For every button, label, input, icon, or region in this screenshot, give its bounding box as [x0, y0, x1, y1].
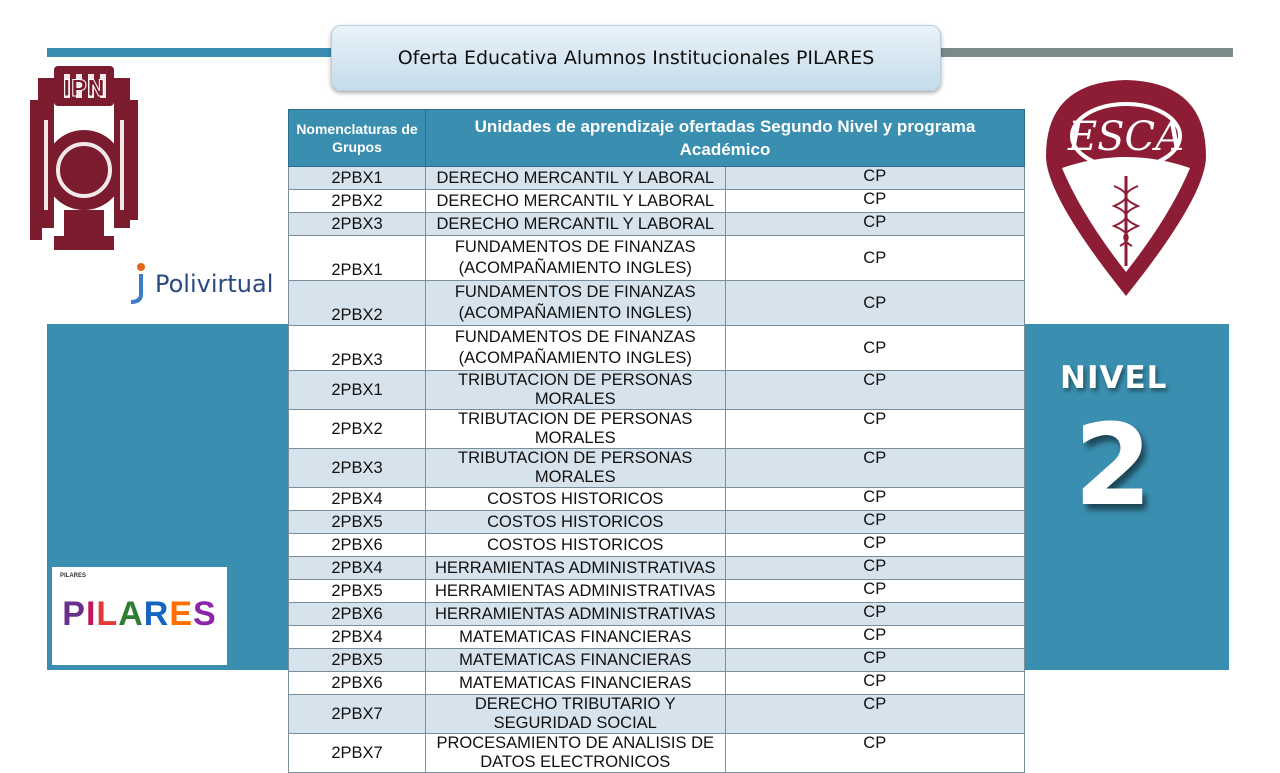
group-cell: 2PBX3	[289, 326, 426, 371]
program-cell: CP	[725, 695, 1025, 734]
group-cell: 2PBX4	[289, 626, 426, 649]
table-row	[289, 167, 1025, 190]
subject-cell: MATEMATICAS FINANCIERAS	[426, 672, 726, 695]
program-cell: CP	[725, 488, 1025, 511]
subject-cell: HERRAMIENTAS ADMINISTRATIVAS	[426, 580, 726, 603]
group-cell: 2PBX5	[289, 511, 426, 534]
nivel-number: 2	[1074, 401, 1152, 531]
table-row	[289, 449, 1025, 488]
program-cell: CP	[725, 281, 1025, 326]
table-row	[289, 603, 1025, 626]
esca-logo	[1040, 76, 1212, 298]
table-row	[289, 371, 1025, 410]
program-cell: CP	[725, 626, 1025, 649]
polivirtual-icon	[127, 262, 151, 306]
program-cell: CP	[725, 534, 1025, 557]
program-cell: CP	[725, 213, 1025, 236]
program-cell: CP	[725, 557, 1025, 580]
group-cell: 2PBX1	[289, 167, 426, 190]
program-cell: CP	[725, 326, 1025, 371]
page-title: Oferta Educativa Alumnos Institucionales PILARES	[397, 47, 875, 69]
group-cell: 2PBX4	[289, 557, 426, 580]
table-row	[289, 213, 1025, 236]
program-cell: CP	[725, 236, 1025, 281]
pilares-letter: P	[62, 595, 86, 633]
program-cell: CP	[725, 734, 1025, 773]
pilares-letter: L	[96, 595, 119, 633]
subject-cell: HERRAMIENTAS ADMINISTRATIVAS	[426, 557, 726, 580]
program-cell: CP	[725, 580, 1025, 603]
header-bar-right	[935, 48, 1233, 57]
subject-cell: TRIBUTACION DE PERSONAS MORALES	[426, 410, 726, 449]
table-row	[289, 557, 1025, 580]
table-row	[289, 734, 1025, 773]
subject-cell: DERECHO MERCANTIL Y LABORAL	[426, 213, 726, 236]
pilares-letter: S	[193, 595, 217, 633]
pilares-logo-card	[52, 567, 227, 665]
pilares-logo-text	[52, 595, 227, 634]
program-cell: CP	[725, 410, 1025, 449]
table-row	[289, 236, 1025, 281]
table-row	[289, 626, 1025, 649]
table-row	[289, 695, 1025, 734]
subject-cell: TRIBUTACION DE PERSONAS MORALES	[426, 449, 726, 488]
group-cell: 2PBX5	[289, 649, 426, 672]
group-cell: 2PBX5	[289, 580, 426, 603]
subject-cell: MATEMATICAS FINANCIERAS	[426, 626, 726, 649]
program-cell: CP	[725, 649, 1025, 672]
group-cell: 2PBX1	[289, 236, 426, 281]
pilares-letter: R	[143, 595, 170, 633]
group-cell: 2PBX6	[289, 603, 426, 626]
group-cell: 2PBX7	[289, 695, 426, 734]
table-row	[289, 326, 1025, 371]
pilares-letter: E	[169, 595, 194, 633]
ipn-logo	[24, 60, 144, 270]
group-cell: 2PBX6	[289, 534, 426, 557]
subject-cell: FUNDAMENTOS DE FINANZAS (ACOMPAÑAMIENTO INGLES)	[426, 236, 726, 281]
group-cell: 2PBX4	[289, 488, 426, 511]
group-cell: 2PBX3	[289, 449, 426, 488]
header-subject: Unidades de aprendizaje ofertadas Segundo Nivel y programa Académico	[426, 110, 1025, 167]
program-cell: CP	[725, 371, 1025, 410]
ipn-logo-text: IPN	[62, 77, 106, 102]
title-banner	[331, 25, 941, 91]
table-row	[289, 281, 1025, 326]
subject-cell: COSTOS HISTORICOS	[426, 488, 726, 511]
pilares-letter: A	[118, 595, 144, 633]
subject-cell: FUNDAMENTOS DE FINANZAS (ACOMPAÑAMIENTO INGLES)	[426, 281, 726, 326]
table-row	[289, 511, 1025, 534]
subject-cell: MATEMATICAS FINANCIERAS	[426, 649, 726, 672]
polivirtual-logo-text: Polivirtual	[155, 270, 274, 298]
subject-cell: HERRAMIENTAS ADMINISTRATIVAS	[426, 603, 726, 626]
pilares-letter: I	[85, 595, 97, 633]
group-cell: 2PBX1	[289, 371, 426, 410]
header-bar-left	[47, 48, 337, 57]
esca-logo-text: ESCA	[1067, 114, 1185, 160]
table-row	[289, 410, 1025, 449]
group-cell: 2PBX2	[289, 410, 426, 449]
subject-cell: DERECHO MERCANTIL Y LABORAL	[426, 167, 726, 190]
pilares-small-label: PILARES	[60, 573, 87, 579]
header-group: Nomenclaturas de Grupos	[289, 110, 426, 167]
courses-table	[288, 109, 1025, 773]
group-cell: 2PBX7	[289, 734, 426, 773]
program-cell: CP	[725, 190, 1025, 213]
table-row	[289, 580, 1025, 603]
subject-cell: TRIBUTACION DE PERSONAS MORALES	[426, 371, 726, 410]
group-cell: 2PBX3	[289, 213, 426, 236]
program-cell: CP	[725, 167, 1025, 190]
group-cell: 2PBX2	[289, 190, 426, 213]
subject-cell: DERECHO MERCANTIL Y LABORAL	[426, 190, 726, 213]
subject-cell: PROCESAMIENTO DE ANALISIS DE DATOS ELECTRONICOS	[426, 734, 726, 773]
table-header-row	[289, 110, 1025, 167]
subject-cell: DERECHO TRIBUTARIO Y SEGURIDAD SOCIAL	[426, 695, 726, 734]
program-cell: CP	[725, 603, 1025, 626]
nivel-label: NIVEL	[1060, 360, 1168, 396]
table-row	[289, 672, 1025, 695]
group-cell: 2PBX6	[289, 672, 426, 695]
table-row	[289, 190, 1025, 213]
group-cell: 2PBX2	[289, 281, 426, 326]
program-cell: CP	[725, 449, 1025, 488]
table-row	[289, 488, 1025, 511]
table-row	[289, 649, 1025, 672]
table-row	[289, 534, 1025, 557]
program-cell: CP	[725, 511, 1025, 534]
subject-cell: COSTOS HISTORICOS	[426, 534, 726, 557]
subject-cell: FUNDAMENTOS DE FINANZAS (ACOMPAÑAMIENTO INGLES)	[426, 326, 726, 371]
subject-cell: COSTOS HISTORICOS	[426, 511, 726, 534]
program-cell: CP	[725, 672, 1025, 695]
